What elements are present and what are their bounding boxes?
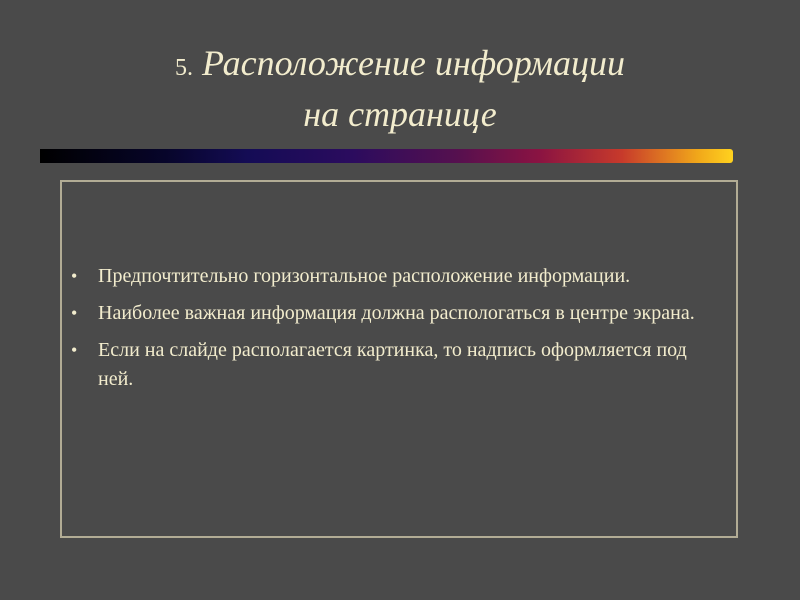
bullet-item [66, 262, 726, 291]
gradient-divider [40, 149, 733, 163]
bullet-list [66, 262, 726, 402]
title-text-line-2: на странице [303, 94, 497, 134]
slide-title [0, 40, 800, 137]
title-line-1 [0, 40, 800, 91]
bullet-text: Предпочтительно горизонтальное расположение информации. [98, 265, 631, 287]
bullet-item [66, 336, 726, 394]
title-number: 5. [175, 55, 194, 81]
bullet-text: Если на слайде располагается картинка, то надпись оформляется под ней. [98, 339, 687, 390]
bullet-text: Наиболее важная информация должна распологаться в центре экрана. [98, 302, 695, 324]
bullet-icon: • [71, 266, 78, 286]
bullet-icon: • [71, 303, 78, 323]
title-text-line-1: Расположение информации [193, 43, 625, 83]
bullet-icon: • [71, 340, 78, 360]
bullet-item [66, 299, 726, 328]
